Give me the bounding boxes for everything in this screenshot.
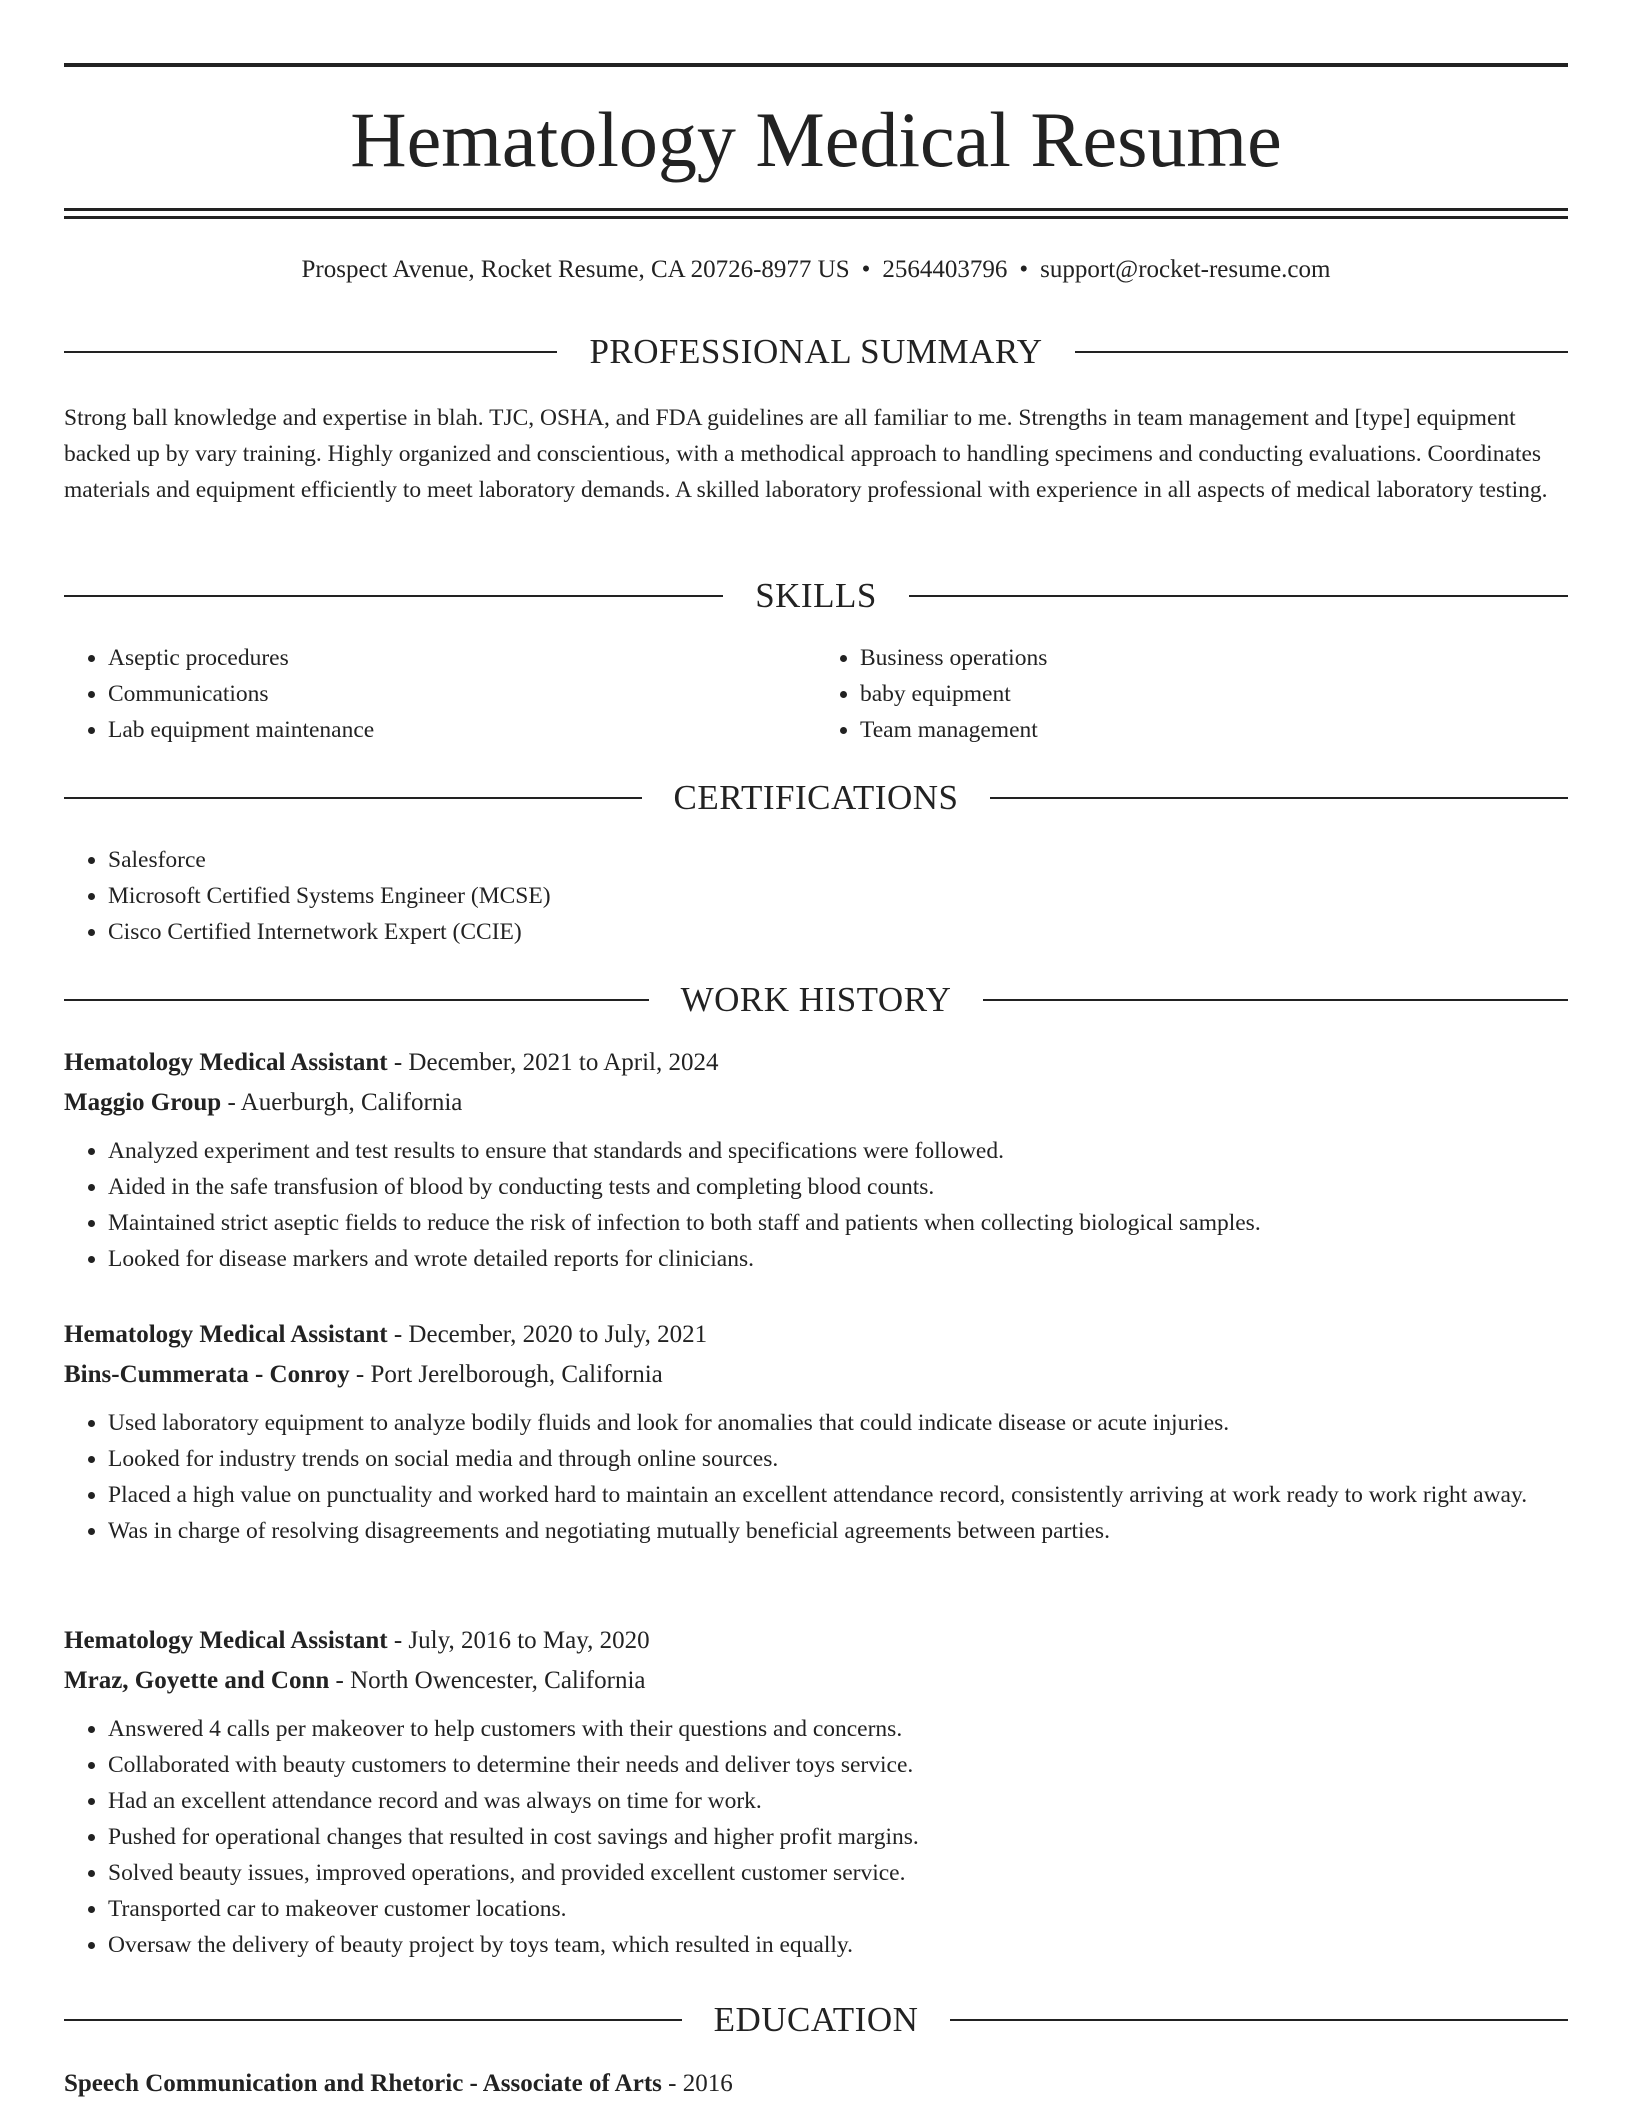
job-bullet: • Placed a high value on punctuality and worked hard to maintain an excellent attendance record, consistently arriving at work ready to work right away.: [108, 1477, 1568, 1513]
skill-item: • Business operations: [860, 640, 1568, 676]
section-rule-left: [64, 595, 723, 597]
skills-column-right: [816, 640, 1568, 748]
section-rule-left: [64, 797, 642, 799]
section-rule-right: [950, 2019, 1568, 2021]
education-year: 2016: [682, 2070, 733, 2097]
skill-item: • baby equipment: [860, 676, 1568, 712]
job-bullet: • Aided in the safe transfusion of blood by conducting tests and completing blood counts.: [108, 1169, 1568, 1205]
job-bullet: • Collaborated with beauty customers to determine their needs and deliver toys service.: [108, 1747, 1568, 1783]
job-bullets: [64, 1133, 1568, 1277]
job-bullet: • Solved beauty issues, improved operations, and provided excellent customer service.: [108, 1855, 1568, 1891]
dash: -: [355, 1361, 365, 1388]
job-bullet: • Looked for disease markers and wrote detailed reports for clinicians.: [108, 1241, 1568, 1277]
job-title: Hematology Medical Assistant: [64, 1049, 388, 1076]
section-heading-certifications: [64, 776, 1568, 820]
job-company: Bins-Cummerata - Conroy: [64, 1361, 350, 1388]
certifications-list: [64, 842, 1612, 950]
section-rule-right: [1075, 351, 1568, 353]
section-rule-right: [909, 595, 1568, 597]
job-company-line: [64, 1661, 1568, 1701]
job-dates: July, 2016 to May, 2020: [408, 1627, 650, 1654]
job-entry: [64, 1315, 1568, 1549]
job-bullet: • Pushed for operational changes that resulted in cost savings and higher profit margins.: [108, 1819, 1568, 1855]
section-heading-work-history: [64, 978, 1568, 1022]
section-heading-skills: [64, 574, 1568, 618]
job-bullet: • Maintained strict aseptic fields to reduce the risk of infection to both staff and patients when collecting biological samples.: [108, 1205, 1568, 1241]
dash: -: [393, 1321, 403, 1348]
contact-email: support@rocket-resume.com: [1040, 256, 1331, 283]
job-entry: [64, 1043, 1568, 1277]
contact-separator: •: [1019, 256, 1029, 283]
top-rule: [64, 63, 1568, 67]
section-title: WORK HISTORY: [680, 980, 952, 1019]
job-company-line: [64, 1083, 1568, 1123]
job-bullet: • Was in charge of resolving disagreements and negotiating mutually beneficial agreements between parties.: [108, 1513, 1568, 1549]
job-location: North Owencester, California: [350, 1667, 646, 1694]
certification-item: • Salesforce: [108, 842, 1612, 878]
resume-title: Hematology Medical Resume: [350, 96, 1282, 183]
job-bullet: • Used laboratory equipment to analyze bodily fluids and look for anomalies that could indicate disease or acute injuries.: [108, 1405, 1568, 1441]
job-title-line: [64, 1621, 1568, 1661]
section-title: PROFESSIONAL SUMMARY: [589, 332, 1043, 371]
job-title-line: [64, 1315, 1568, 1355]
education-degree: Speech Communication and Rhetoric - Associate of Arts: [64, 2070, 662, 2097]
job-dates: December, 2020 to July, 2021: [408, 1321, 708, 1348]
job-bullet: • Analyzed experiment and test results to ensure that standards and specifications were followed.: [108, 1133, 1568, 1169]
job-bullets: [64, 1405, 1568, 1549]
section-title: SKILLS: [755, 576, 877, 615]
dash: -: [227, 1089, 236, 1116]
education-entry: [64, 2064, 1568, 2104]
job-bullet: • Looked for industry trends on social media and through online sources.: [108, 1441, 1568, 1477]
section-rule-left: [64, 999, 649, 1001]
job-company: Mraz, Goyette and Conn: [64, 1667, 330, 1694]
section-rule-right: [990, 797, 1568, 799]
skills-list: [64, 640, 1568, 748]
section-title: CERTIFICATIONS: [673, 778, 959, 817]
job-title-line: [64, 1043, 1568, 1083]
job-bullets: [64, 1711, 1568, 1963]
dash: -: [393, 1627, 403, 1654]
skills-column-left: [64, 640, 816, 748]
section-heading-education: [64, 1998, 1568, 2042]
section-title: EDUCATION: [713, 2000, 919, 2039]
job-bullet: • Answered 4 calls per makeover to help customers with their questions and concerns.: [108, 1711, 1568, 1747]
job-dates: December, 2021 to April, 2024: [408, 1049, 719, 1076]
certification-item: • Microsoft Certified Systems Engineer (MCSE): [108, 878, 1612, 914]
job-entry: [64, 1621, 1568, 1963]
skill-item: • Team management: [860, 712, 1568, 748]
job-bullet: • Oversaw the delivery of beauty project by toys team, which resulted in equally.: [108, 1927, 1568, 1963]
contact-address: Prospect Avenue, Rocket Resume, CA 20726-8977 US: [301, 256, 850, 283]
job-title: Hematology Medical Assistant: [64, 1321, 388, 1348]
dash: -: [335, 1667, 344, 1694]
skill-item: • Lab equipment maintenance: [108, 712, 816, 748]
certification-item: • Cisco Certified Internetwork Expert (CCIE): [108, 914, 1612, 950]
contact-line: [64, 253, 1568, 287]
skill-item: • Communications: [108, 676, 816, 712]
contact-separator: •: [861, 256, 871, 283]
section-rule-right: [983, 999, 1568, 1001]
job-title: Hematology Medical Assistant: [64, 1627, 388, 1654]
skill-item: • Aseptic procedures: [108, 640, 816, 676]
section-rule-left: [64, 351, 557, 353]
section-heading-summary: [64, 330, 1568, 374]
job-location: Port Jerelborough, California: [370, 1361, 663, 1388]
title-rule-lower: [64, 216, 1568, 219]
title-rule-upper: [64, 208, 1568, 211]
job-company: Maggio Group: [64, 1089, 222, 1116]
job-location: Auerburgh, California: [240, 1089, 463, 1116]
job-bullet: • Transported car to makeover customer locations.: [108, 1891, 1568, 1927]
dash: -: [668, 2070, 677, 2097]
job-bullet: • Had an excellent attendance record and was always on time for work.: [108, 1783, 1568, 1819]
dash: -: [393, 1049, 403, 1076]
contact-phone: 2564403796: [882, 256, 1008, 283]
summary-text: Strong ball knowledge and expertise in blah. TJC, OSHA, and FDA guidelines are all familiar to me. Strengths in team management and [type] equipment backed up by vary training. Highly organized and conscientious, with a methodical approach to handling specimens and conducting evaluations. Coordinates materials and equipment efficiently to meet laboratory demands. A skilled laboratory professional with experience in all aspects of medical laboratory testing.: [64, 405, 1548, 503]
section-rule-left: [64, 2019, 682, 2021]
job-company-line: [64, 1355, 1568, 1395]
